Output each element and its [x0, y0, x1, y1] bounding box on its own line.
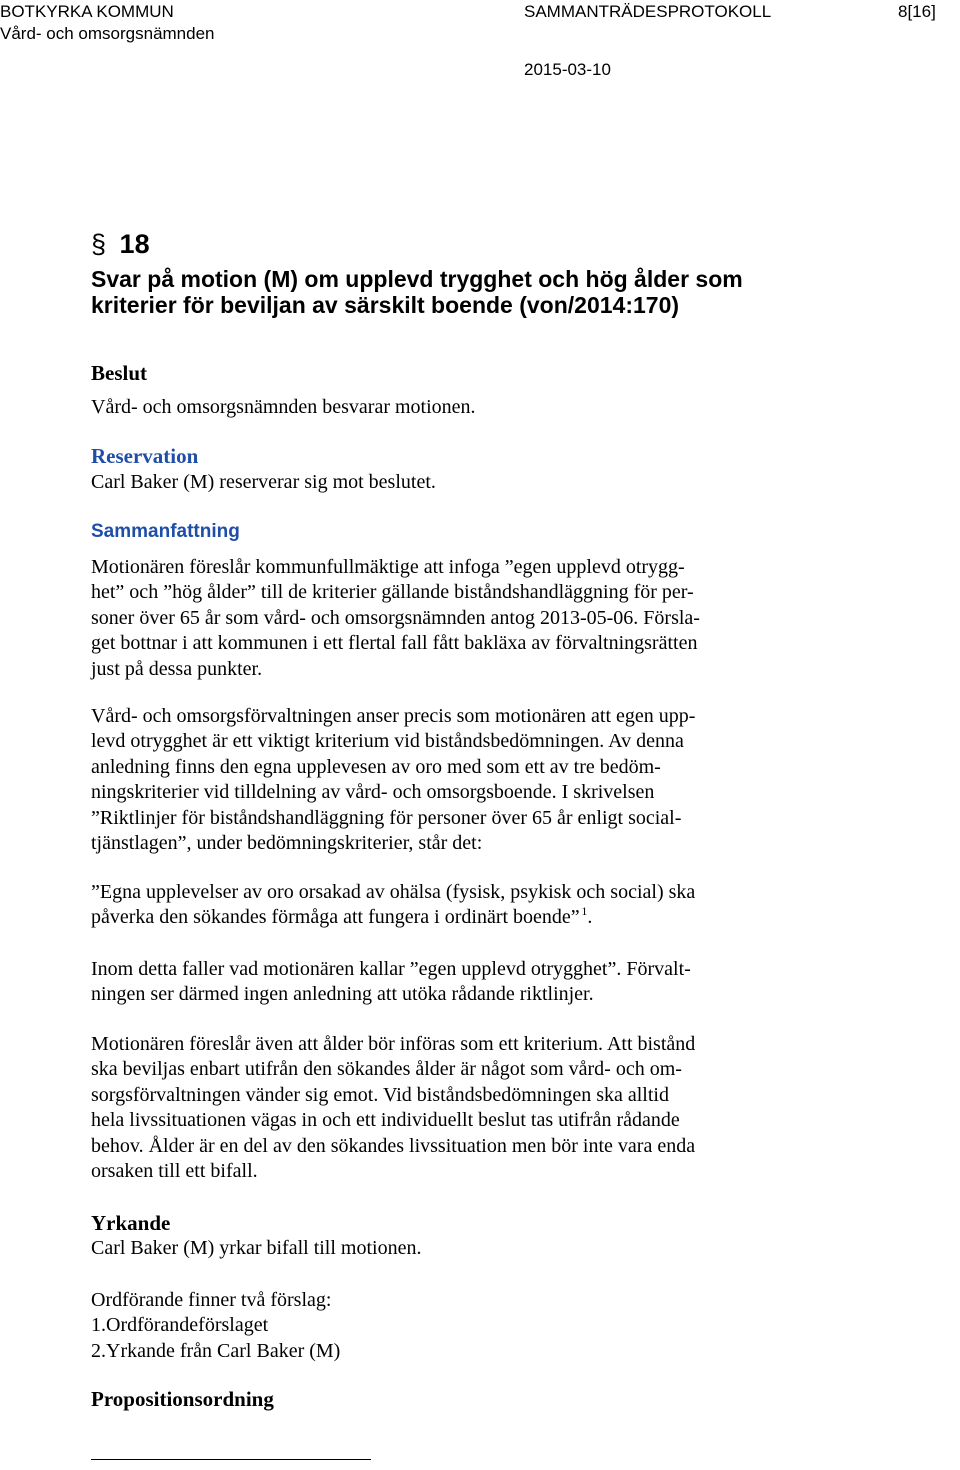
header-doc-type: SAMMANTRÄDESPROTOKOLL	[524, 2, 772, 21]
summary-line: levd otrygghet är ett viktigt kriterium vid biståndsbedömningen. Av denna	[91, 730, 684, 753]
quote-block	[91, 880, 821, 931]
summary-line: Vård- och omsorgsförvaltningen anser precis som motionären att egen upp-	[91, 705, 696, 727]
summary-line: sorgsförvaltningen vänder sig emot. Vid biståndsbedömningen ska alltid	[91, 1083, 669, 1106]
summary-paragraph-2	[91, 704, 821, 856]
yrkande-text: Carl Baker (M) yrkar bifall till motionen.	[91, 1237, 422, 1259]
footnote-separator	[91, 1459, 371, 1460]
summary-paragraph-1	[91, 555, 821, 682]
summary-paragraph-3	[91, 957, 821, 1008]
yrkande-heading: Yrkande	[91, 1211, 171, 1235]
ordforande-block	[91, 1288, 821, 1364]
section-title-line-2: kriterier för beviljan av särskilt boende (von/2014:170)	[91, 292, 680, 318]
summary-line: soner över 65 år som vård- och omsorgsnämnden antog 2013-05-06. Försla-	[91, 606, 700, 629]
beslut-text: Vård- och omsorgsnämnden besvarar motionen.	[91, 396, 476, 418]
header-committee: Vård- och omsorgsnämnden	[0, 24, 215, 43]
beslut-heading: Beslut	[91, 361, 148, 385]
summary-line: anledning finns den egna upplevesen av oro med som ett av tre bedöm-	[91, 755, 661, 778]
reservation-heading: Reservation	[91, 444, 199, 468]
summary-paragraph-4	[91, 1032, 821, 1184]
section-symbol: §	[91, 229, 107, 259]
quote-line-text: påverka den sökandes förmåga att fungera i ordinärt boende”	[91, 906, 580, 929]
section-title-line-1: Svar på motion (M) om upplevd trygghet och hög ålder som	[91, 266, 743, 292]
summary-line: get bottnar i att kommunen i ett flertal fall fått bakläxa av förvaltningsrätten	[91, 632, 698, 655]
ordforande-intro: Ordförande finner två förslag:	[91, 1289, 332, 1311]
header-page-number: 8[16]	[898, 2, 936, 21]
section-number: 18	[119, 229, 150, 259]
quote-line	[91, 905, 821, 930]
summary-line: tjänstlagen”, under bedömningskriterier, står det:	[91, 832, 483, 855]
section-heading	[91, 228, 150, 260]
summary-line: Motionären föreslår kommunfullmäktige att infoga ”egen upplevd otrygg-	[91, 556, 685, 578]
summary-line: hela livssituationen vägas in och ett individuellt beslut tas utifrån rådande	[91, 1109, 680, 1132]
quote-end: .	[587, 906, 593, 929]
header-date: 2015-03-10	[524, 60, 611, 79]
quote-line: ”Egna upplevelser av oro orsakad av ohälsa (fysisk, psykisk och social) ska	[91, 881, 696, 903]
footnote-reference: 1	[581, 904, 588, 919]
summary-line: het” och ”hög ålder” till de kriterier gällande biståndshandläggning för per-	[91, 581, 694, 604]
summary-line: just på dessa punkter.	[91, 657, 263, 680]
summary-line: ska beviljas enbart utifrån den sökandes ålder är något som vård- och om-	[91, 1058, 682, 1081]
summary-line: behov. Ålder är en del av den sökandes livssituation men bör inte vara enda	[91, 1134, 696, 1157]
proposal-item: 2.Yrkande från Carl Baker (M)	[91, 1339, 341, 1362]
reservation-text: Carl Baker (M) reserverar sig mot beslutet.	[91, 471, 436, 493]
summary-line: Motionären föreslår även att ålder bör införas som ett kriterium. Att bistånd	[91, 1033, 696, 1055]
summary-line: orsaken till ett bifall.	[91, 1160, 258, 1183]
proposal-item: 1.Ordförandeförslaget	[91, 1314, 269, 1337]
summary-line: ”Riktlinjer för biståndshandläggning för personer över 65 år enligt social-	[91, 806, 682, 829]
summary-line: ningen ser därmed ingen anledning att utöka rådande riktlinjer.	[91, 983, 594, 1006]
sammanfattning-heading: Sammanfattning	[91, 521, 240, 542]
summary-line: Inom detta faller vad motionären kallar ”egen upplevd otrygghet”. Förvalt-	[91, 958, 691, 980]
propositionsordning-heading: Propositionsordning	[91, 1387, 274, 1411]
header-org: BOTKYRKA KOMMUN	[0, 2, 174, 21]
summary-line: ningskriterier vid tilldelning av vård- och omsorgsboende. I skrivelsen	[91, 781, 655, 804]
